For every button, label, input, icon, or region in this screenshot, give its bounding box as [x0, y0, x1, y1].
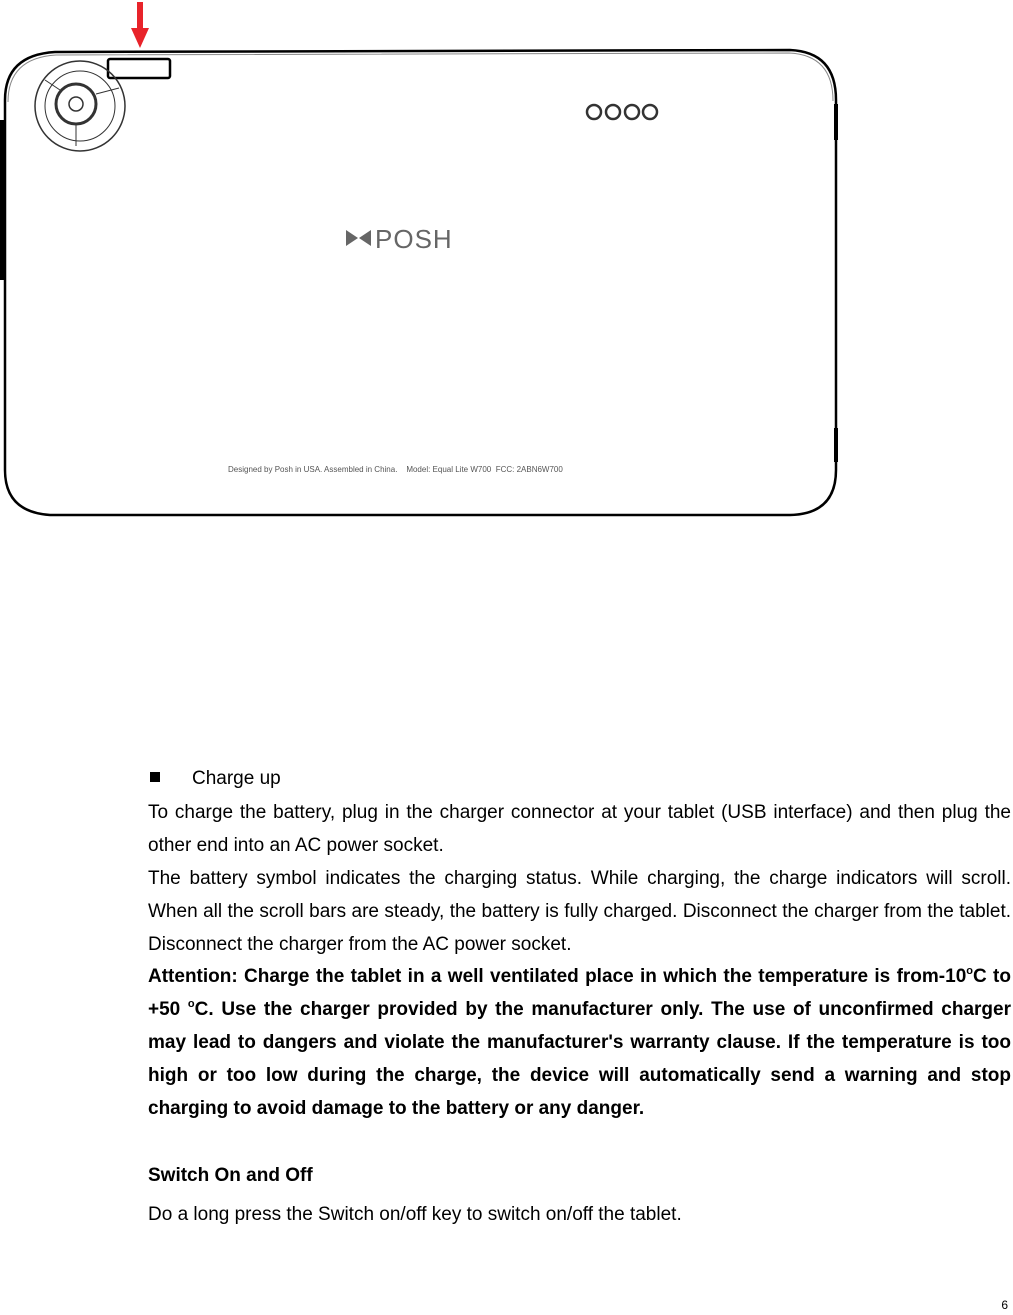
- speaker-holes-icon: [587, 105, 657, 119]
- charge-paragraph-1: To charge the battery, plug in the charger connector at your tablet (USB interface) and then plug the other end into an AC power socket.: [148, 802, 1011, 856]
- side-button-left: [0, 120, 4, 280]
- side-button-right-top: [834, 104, 838, 140]
- switch-heading: Switch On and Off: [148, 1165, 313, 1186]
- tablet-body-outline: [5, 50, 836, 515]
- attention-paragraph: Attention: Charge the tablet in a well ventilated place in which the temperature is from-10$^o$C to +50 $^o$C. Use the charger provided by the manufacturer only. The use of unconfirmed charger may lead to dangers and violate the manufacturer's warranty clause. If the temperature is too high or too low during the charge, the device will automatically send a warning and stop charging to avoid damage to the battery or any danger.: [148, 964, 1011, 1119]
- posh-logo-icon: [346, 230, 371, 246]
- charge-paragraph-2: The battery symbol indicates the charging status. While charging, the charge indicators will scroll. When all the scroll bars are steady, the battery is fully charged. Disconnect the charger from the tablet. Disconnect the charger from the AC power socket.: [148, 868, 1011, 955]
- camera-icon: [35, 61, 125, 151]
- brand-name: POSH: [375, 224, 453, 254]
- charge-up-heading-text: Charge up: [192, 768, 281, 789]
- bullet-square-icon: [150, 772, 160, 782]
- charge-up-heading: [150, 766, 281, 792]
- page-number: 6: [1001, 1298, 1008, 1312]
- side-button-right-bottom: [834, 428, 838, 462]
- switch-paragraph: Do a long press the Switch on/off key to switch on/off the tablet.: [148, 1204, 682, 1225]
- tablet-back-illustration: [0, 0, 845, 525]
- power-key-slot: [108, 59, 170, 78]
- power-key-arrow-icon: [131, 2, 149, 48]
- device-label: Designed by Posh in USA. Assembled in China. Model: Equal Lite W700 FCC: 2ABN6W700: [228, 465, 563, 474]
